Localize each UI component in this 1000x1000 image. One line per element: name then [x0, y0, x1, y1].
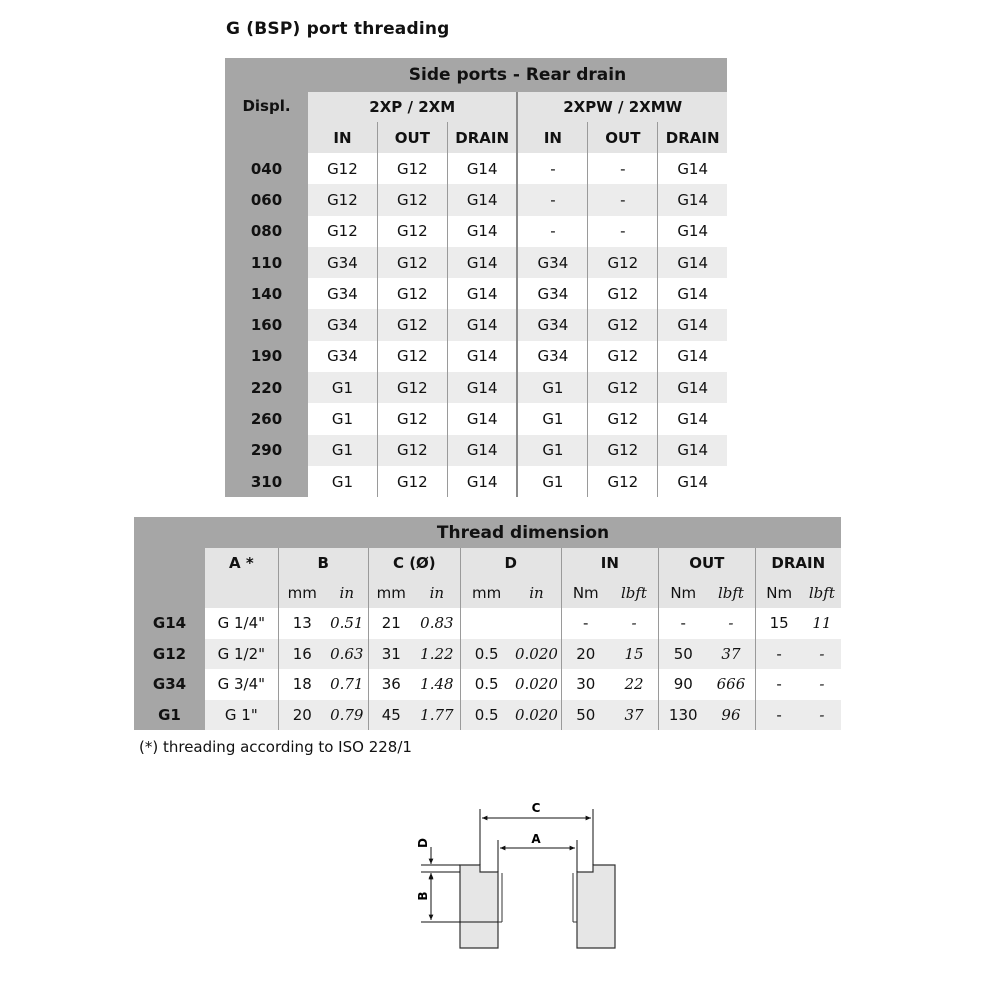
unit-header: Nm: [755, 578, 803, 608]
table-corner: [134, 517, 205, 578]
table-row: [225, 184, 727, 215]
thread-dimension-header: Thread dimension: [205, 517, 841, 548]
table-cell: G14: [658, 216, 727, 247]
table-row: [134, 700, 841, 731]
table-row: [225, 247, 727, 278]
unit-header: in: [326, 578, 368, 608]
group-header-b: B: [278, 548, 368, 578]
table-row: [134, 608, 841, 639]
table-cell: 30: [561, 669, 610, 700]
table-cell: G12: [377, 403, 447, 434]
table-cell: G14: [658, 341, 727, 372]
group-header-d: D: [460, 548, 561, 578]
thread-label-cell: G1: [134, 700, 205, 731]
footnote: (*) threading according to ISO 228/1: [139, 738, 412, 756]
table-cell: 15: [610, 639, 659, 670]
table-corner: [134, 578, 205, 608]
table-cell: 90: [659, 669, 708, 700]
table-row: [225, 309, 727, 340]
group-header-drain: DRAIN: [755, 548, 841, 578]
table-cell: G12: [377, 435, 447, 466]
table-cell: -: [588, 216, 658, 247]
table-cell: 0.71: [330, 675, 364, 694]
table-cell: G12: [588, 309, 658, 340]
table-cell: 31: [368, 639, 414, 670]
side-ports-header: Side ports - Rear drain: [308, 58, 727, 92]
table-cell: 666: [716, 675, 746, 694]
table-cell: G14: [658, 435, 727, 466]
displ-cell: 310: [225, 466, 308, 497]
table-cell: G12: [588, 435, 658, 466]
table-cell: 45: [368, 700, 414, 731]
table-cell: 21: [368, 608, 414, 639]
table-cell: G12: [327, 222, 358, 241]
table-row: [134, 639, 841, 670]
table-cell: G12: [588, 403, 658, 434]
table-cell: G14: [447, 153, 517, 184]
table-cell: G34: [517, 247, 587, 278]
thread-size-cell: G 1": [205, 700, 278, 731]
table-cell: G1: [331, 410, 354, 429]
table-cell: 0.5: [460, 669, 512, 700]
table-cell: 11: [812, 614, 832, 633]
table-cell: G12: [377, 309, 447, 340]
table-cell: G14: [447, 216, 517, 247]
unit-header: lbft: [803, 578, 841, 608]
table-cell: G1: [308, 372, 377, 403]
table-cell: G1: [517, 435, 587, 466]
table-cell: G14: [658, 247, 727, 278]
table-cell: G12: [588, 341, 658, 372]
unit-header: Nm: [561, 578, 610, 608]
table-cell: -: [819, 675, 825, 694]
table-cell: G14: [447, 247, 517, 278]
table-cell: -: [561, 608, 610, 639]
thread-dimension-table: [134, 517, 841, 730]
unit-header: mm: [460, 578, 512, 608]
col-header: IN: [308, 122, 377, 153]
port-threading-table: [225, 58, 727, 497]
unit-header: lbft: [610, 578, 659, 608]
table-cell: [512, 608, 561, 639]
dim-label-d: D: [416, 838, 430, 848]
table-cell: -: [517, 184, 587, 215]
table-row: [225, 153, 727, 184]
thread-size-cell: G 3/4": [217, 675, 266, 694]
table-row: [225, 341, 727, 372]
table-cell: G34: [517, 309, 587, 340]
table-cell: G12: [588, 278, 658, 309]
displ-cell: 110: [225, 247, 308, 278]
table-cell: G34: [327, 284, 358, 303]
table-cell: G34: [308, 309, 377, 340]
table-cell: G14: [658, 153, 727, 184]
table-cell: 50: [659, 639, 708, 670]
table-cell: G1: [517, 372, 587, 403]
displ-cell: 160: [225, 309, 308, 340]
table-cell: 0.63: [326, 639, 368, 670]
table-cell: G14: [447, 309, 517, 340]
table-cell: -: [755, 669, 803, 700]
thread-size-cell: G 1/4": [217, 614, 266, 633]
group-header-in: IN: [561, 548, 659, 578]
thread-diagram: [405, 795, 625, 955]
table-cell: 0.79: [326, 700, 368, 731]
unit-header: in: [512, 578, 561, 608]
displ-header: Displ.: [225, 58, 308, 153]
table-cell: 1.77: [414, 700, 461, 731]
unit-header: Nm: [659, 578, 708, 608]
col-header: OUT: [377, 122, 447, 153]
col-header: OUT: [588, 122, 658, 153]
dim-label-b: B: [416, 891, 430, 901]
col-header: DRAIN: [658, 122, 727, 153]
table-cell: 0.51: [330, 614, 364, 633]
table-cell: G14: [658, 278, 727, 309]
table-cell: -: [755, 639, 803, 670]
port-body-drawing: [460, 865, 615, 948]
table-row: [134, 669, 841, 700]
table-cell: 0.5: [460, 639, 512, 670]
table-cell: G14: [447, 466, 517, 497]
displ-cell: 040: [225, 153, 308, 184]
table-cell: 50: [561, 700, 610, 731]
table-cell: G14: [447, 372, 517, 403]
group-header-out: OUT: [659, 548, 755, 578]
table-cell: 1.48: [420, 675, 454, 694]
table-cell: 18: [278, 669, 326, 700]
table-cell: -: [755, 700, 803, 731]
dim-label-a: A: [531, 832, 541, 846]
table-cell: G34: [308, 247, 377, 278]
thread-size-cell: G 1/2": [205, 639, 278, 670]
group-header-a: A *: [205, 548, 278, 578]
table-cell: 15: [755, 608, 803, 639]
table-cell: G12: [327, 159, 358, 178]
page-title: G (BSP) port threading: [226, 19, 450, 39]
table-cell: 37: [707, 639, 755, 670]
thread-label-cell: G34: [134, 669, 205, 700]
table-cell: G12: [588, 466, 658, 497]
table-cell: 36: [368, 669, 414, 700]
table-cell: G12: [377, 278, 447, 309]
displ-cell: 080: [225, 216, 308, 247]
table-cell: G12: [377, 153, 447, 184]
table-cell: 13: [278, 608, 326, 639]
group-header-2xpw: 2XPW / 2XMW: [517, 92, 727, 122]
table-cell: G12: [377, 216, 447, 247]
group-header-c: C (Ø): [368, 548, 460, 578]
table-cell: 0.020: [512, 700, 561, 731]
displ-cell: 260: [225, 403, 308, 434]
unit-header-a: [205, 578, 278, 608]
table-cell: 20: [561, 639, 610, 670]
table-cell: G12: [377, 247, 447, 278]
table-cell: G14: [658, 403, 727, 434]
table-cell: G14: [658, 466, 727, 497]
table-cell: G12: [377, 184, 447, 215]
table-cell: 1.22: [414, 639, 461, 670]
table-cell: G12: [588, 372, 658, 403]
unit-header: in: [414, 578, 461, 608]
table-cell: G34: [327, 347, 358, 366]
thread-label-cell: G14: [134, 608, 205, 639]
table-cell: G1: [517, 466, 587, 497]
displ-cell: 190: [225, 341, 308, 372]
table-cell: G14: [658, 372, 727, 403]
table-row: [225, 466, 727, 497]
table-row: [225, 278, 727, 309]
col-header: DRAIN: [447, 122, 517, 153]
table-cell: 22: [624, 675, 644, 694]
table-row: [225, 216, 727, 247]
table-cell: 96: [707, 700, 755, 731]
table-cell: 0.83: [420, 614, 454, 633]
table-cell: G14: [658, 184, 727, 215]
table-cell: -: [803, 639, 841, 670]
table-cell: G12: [377, 341, 447, 372]
unit-header: mm: [278, 578, 326, 608]
thread-label-cell: G12: [134, 639, 205, 670]
group-header-2xp: 2XP / 2XM: [308, 92, 517, 122]
table-cell: -: [588, 153, 658, 184]
displ-cell: 140: [225, 278, 308, 309]
table-cell: 20: [278, 700, 326, 731]
table-cell: -: [728, 614, 734, 633]
dim-label-c: C: [531, 801, 541, 815]
table-cell: 16: [278, 639, 326, 670]
table-cell: [460, 608, 512, 639]
table-cell: G1: [308, 435, 377, 466]
table-row: [225, 403, 727, 434]
table-cell: 37: [610, 700, 659, 731]
table-cell: G1: [517, 403, 587, 434]
table-cell: -: [631, 614, 637, 633]
table-cell: G14: [447, 435, 517, 466]
table-cell: -: [517, 153, 587, 184]
table-cell: -: [517, 216, 587, 247]
table-cell: G14: [447, 278, 517, 309]
table-cell: G12: [377, 466, 447, 497]
table-cell: G14: [447, 341, 517, 372]
displ-cell: 060: [225, 184, 308, 215]
table-cell: G14: [447, 403, 517, 434]
table-cell: 0.020: [515, 675, 558, 694]
table-cell: G34: [517, 341, 587, 372]
table-cell: 0.020: [512, 639, 561, 670]
table-row: [225, 372, 727, 403]
displ-cell: 220: [225, 372, 308, 403]
table-cell: G1: [331, 472, 354, 491]
table-cell: 0.5: [460, 700, 512, 731]
table-cell: G12: [588, 247, 658, 278]
table-cell: 130: [659, 700, 708, 731]
table-cell: -: [803, 700, 841, 731]
table-cell: -: [659, 608, 708, 639]
table-cell: -: [588, 184, 658, 215]
unit-header: lbft: [707, 578, 755, 608]
table-cell: G34: [517, 278, 587, 309]
unit-header: mm: [368, 578, 414, 608]
table-row: [225, 435, 727, 466]
col-header: IN: [517, 122, 587, 153]
table-cell: G12: [377, 372, 447, 403]
table-cell: G14: [658, 309, 727, 340]
table-cell: G12: [308, 184, 377, 215]
table-cell: G14: [447, 184, 517, 215]
displ-cell: 290: [225, 435, 308, 466]
